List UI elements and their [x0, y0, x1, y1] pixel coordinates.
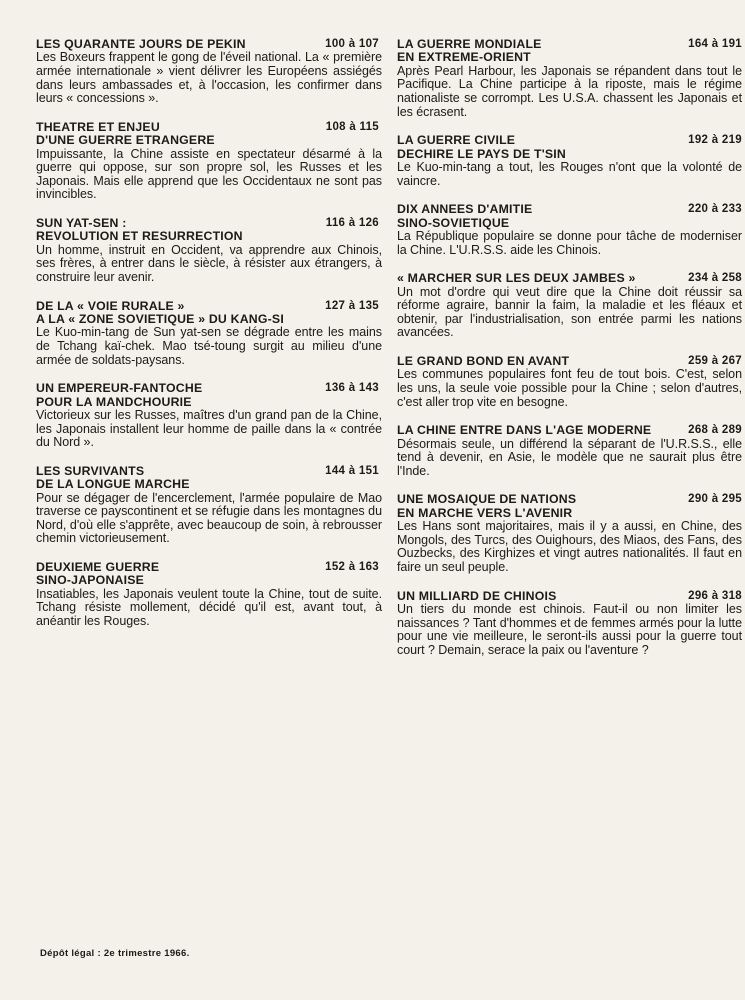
entry-title-line: A LA « ZONE SOVIETIQUE » DU KANG-SI [36, 311, 284, 326]
right-column [397, 38, 742, 672]
toc-entry [397, 424, 742, 478]
entry-page-range: 127 à 135 [325, 299, 379, 312]
toc-entry [397, 272, 742, 340]
entry-title-line: UN MILLIARD DE CHINOIS [397, 588, 557, 603]
entry-page-range: 296 à 318 [688, 589, 742, 602]
entry-page-range: 100 à 107 [325, 38, 379, 50]
entry-description: Les communes populaires font feu de tout bois. C'est, selon les uns, la seule voie possible pour la Chine ; selon d'autres, c'est aller trop vite en besogne. [397, 367, 742, 409]
entry-title-line: EN MARCHE VERS L'AVENIR [397, 505, 573, 520]
entry-page-range: 108 à 115 [325, 120, 379, 133]
entry-description: Le Kuo-min-tang a tout, les Rouges n'ont que la volonté de vaincre. [397, 160, 742, 188]
entry-description: Les Boxeurs frappent le gong de l'éveil national. La « première armée internationale » vient délivrer les Européens assiégés dans leurs ambassades et, à l'occasion, les confirmer dans leurs « concessions ». [36, 50, 382, 106]
entry-title-line: LES SURVIVANTS [36, 463, 145, 478]
entry-page-range: 136 à 143 [325, 382, 379, 395]
entry-description: Un tiers du monde est chinois. Faut-il ou non limiter les naissances ? Tant d'hommes et de femmes armés pour la lutte pour une vie meilleure, le seront-ils aussi pour la guerre tout court ? Demain, serace la paix ou l'aventure ? [397, 601, 742, 657]
toc-entry [397, 38, 742, 119]
entry-description: Impuissante, la Chine assiste en spectateur désarmé à la guerre qui oppose, sur son propre sol, les Russes et les Japonais. Mais elle apprend que les Occidentaux ne sont pas invincibles. [36, 146, 382, 202]
entry-title-line: D'UNE GUERRE ETRANGERE [36, 133, 215, 148]
entry-page-range: 152 à 163 [325, 560, 379, 573]
toc-entry [397, 493, 742, 574]
entry-title-line: REVOLUTION ET RESURRECTION [36, 229, 243, 244]
legal-deposit-notice: Dépôt légal : 2e trimestre 1966. [40, 948, 190, 959]
entry-title-line: POUR LA MANDCHOURIE [36, 394, 192, 409]
toc-entry [36, 382, 382, 450]
left-column [36, 38, 382, 644]
toc-entry [36, 465, 382, 546]
entry-page-range: 234 à 258 [688, 272, 742, 285]
entry-description: Victorieux sur les Russes, maîtres d'un grand pan de la Chine, les Japonais installent leur homme de paille dans la « contrée du Nord ». [36, 407, 382, 450]
entry-page-range: 220 à 233 [688, 203, 742, 216]
entry-title-line: DIX ANNEES D'AMITIE [397, 202, 533, 217]
toc-entry [36, 38, 382, 106]
entry-page-range: 268 à 289 [688, 424, 742, 437]
toc-entry [397, 590, 742, 658]
toc-entry [397, 355, 742, 409]
entry-page-range: 144 à 151 [325, 464, 379, 477]
entry-title-line: DEUXIEME GUERRE [36, 559, 160, 574]
toc-entry [36, 561, 382, 629]
entry-description: Désormais seule, un différend la séparant de l'U.R.S.S., elle tend à devenir, en Asie, le modèle que ne saurait plus être l'Inde. [397, 436, 742, 478]
entry-page-range: 259 à 267 [688, 354, 742, 367]
entry-title-line: DE LA « VOIE RURALE » [36, 298, 185, 313]
entry-description: Un mot d'ordre qui veut dire que la Chine doit réussir sa réforme agraire, bannir la faim, la maladie et les fléaux et obtenir, par l'industrialisation, son entrée parmi les nations avancées. [397, 284, 742, 340]
toc-entry [36, 217, 382, 285]
entry-description: Pour se dégager de l'encerclement, l'armée populaire de Mao traverse ce payscontinent et se réfugie dans les montagnes du Nord, d'où elle s'apprête, avec beaucoup de soin, à rebrousser chemin victorieusement. [36, 490, 382, 546]
entry-title-line: LA GUERRE CIVILE [397, 133, 516, 148]
entry-title-line: SINO-JAPONAISE [36, 573, 145, 588]
entry-page-range: 192 à 219 [688, 134, 742, 147]
entry-title-line: DECHIRE LE PAYS DE T'SIN [397, 146, 566, 161]
entry-title-line: « MARCHER SUR LES DEUX JAMBES » [397, 271, 636, 286]
entry-title-line: UNE MOSAIQUE DE NATIONS [397, 492, 577, 507]
entry-description: Un homme, instruit en Occident, va apprendre aux Chinois, ses frères, à entrer dans le siècle, à résister aux étrangers, à construire leur avenir. [36, 242, 382, 284]
entry-title-line: LE GRAND BOND EN AVANT [397, 353, 570, 368]
toc-entry [397, 134, 742, 188]
toc-entry [36, 300, 382, 368]
entry-title-line: UN EMPEREUR-FANTOCHE [36, 381, 203, 396]
entry-description: Le Kuo-min-tang de Sun yat-sen se dégrade entre les mains de Tchang kaï-chek. Mao tsé-toung surgit au milieu d'une armée de soldats-paysans. [36, 325, 382, 367]
entry-description: Insatiables, les Japonais veulent toute la Chine, tout de suite. Tchang résiste mollement, décidé qu'il est, avant tout, à anéantir les Rouges. [36, 586, 382, 628]
entry-page-range: 164 à 191 [688, 38, 742, 50]
entry-title-line: LES QUARANTE JOURS DE PEKIN [36, 37, 246, 51]
entry-page-range: 290 à 295 [688, 493, 742, 506]
entry-title-line: EN EXTREME-ORIENT [397, 50, 531, 65]
entry-title-line: DE LA LONGUE MARCHE [36, 477, 190, 492]
entry-description: Les Hans sont majoritaires, mais il y a aussi, en Chine, des Mongols, des Turcs, des Ouighours, des Miaos, des Fans, des Ouzbecks, des Kirghizes et vingt autres nationalités. Il faut en faire un seul peuple. [397, 519, 742, 574]
entry-description: Après Pearl Harbour, les Japonais se répandent dans tout le Pacifique. La Chine participe à la riposte, mais le régime nationaliste se corrompt. Les U.S.A. chassent les Japonais et les écrasent. [397, 63, 742, 119]
entry-title-line: LA CHINE ENTRE DANS L'AGE MODERNE [397, 423, 652, 438]
entry-title-line: SINO-SOVIETIQUE [397, 215, 510, 230]
entry-title-line: LA GUERRE MONDIALE [397, 37, 542, 51]
toc-entry [397, 203, 742, 257]
toc-entry [36, 121, 382, 202]
entry-title-line: THEATRE ET ENJEU [36, 119, 160, 134]
entry-title-line: SUN YAT-SEN : [36, 215, 127, 230]
entry-description: La République populaire se donne pour tâche de moderniser la Chine. L'U.R.S.S. aide les Chinois. [397, 229, 742, 257]
entry-page-range: 116 à 126 [325, 216, 379, 229]
